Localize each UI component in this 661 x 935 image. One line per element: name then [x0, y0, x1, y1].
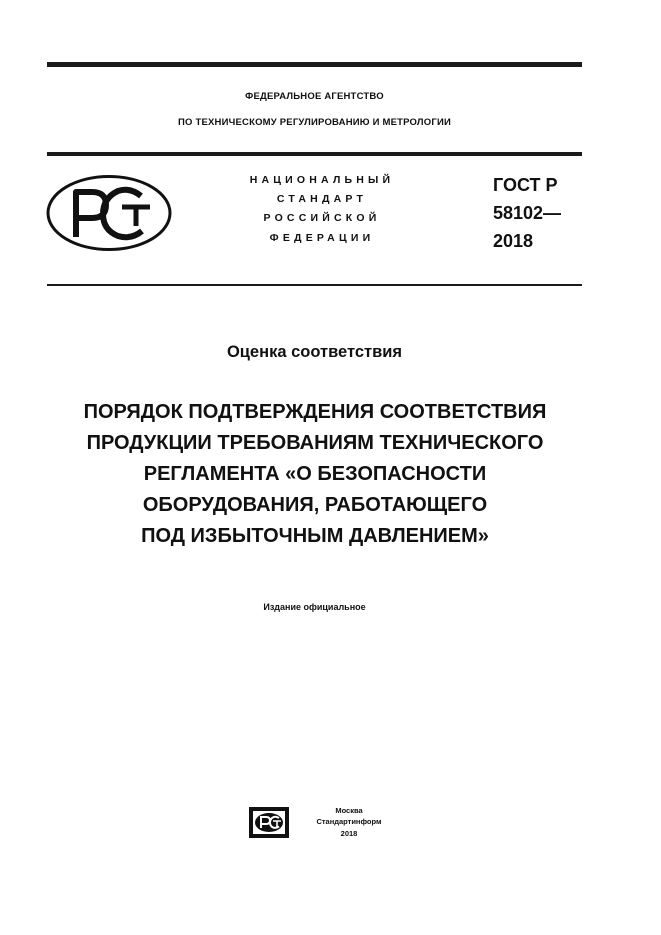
bottom-rule: [47, 284, 582, 286]
standartinform-logo-icon: [248, 806, 290, 839]
title-line-5: ПОД ИЗБЫТОЧНЫМ ДАВЛЕНИЕМ»: [141, 525, 489, 547]
document-series: Оценка соответствия: [226, 343, 403, 361]
edition-label: Издание официальное: [263, 602, 366, 612]
top-rule: [47, 62, 582, 67]
standard-type-line-3: РОССИЙСКОЙ: [263, 212, 381, 224]
publisher-city: Москва: [335, 806, 363, 815]
publisher-name: Стандартинформ: [316, 817, 382, 826]
rst-certification-mark-icon: [46, 174, 172, 252]
publisher-year: 2018: [340, 829, 358, 838]
title-line-1: ПОРЯДОК ПОДТВЕРЖДЕНИЯ СООТВЕТСТВИЯ: [83, 401, 547, 423]
title-line-2: ПРОДУКЦИИ ТРЕБОВАНИЯМ ТЕХНИЧЕСКОГО: [86, 432, 544, 454]
standard-type-line-1: НАЦИОНАЛЬНЫЙ: [249, 174, 395, 186]
standard-type-line-4: ФЕДЕРАЦИИ: [269, 232, 375, 244]
standard-code-line-1: ГОСТ Р: [493, 175, 558, 195]
standard-code: [493, 171, 603, 255]
standard-code-line-3: 2018: [493, 231, 534, 251]
agency-name-line-2: ПО ТЕХНИЧЕСКОМУ РЕГУЛИРОВАНИЮ И МЕТРОЛОГИИ: [178, 117, 451, 128]
title-line-3: РЕГЛАМЕНТА «О БЕЗОПАСНОСТИ: [143, 463, 487, 485]
middle-rule: [47, 152, 582, 156]
title-line-4: ОБОРУДОВАНИЯ, РАБОТАЮЩЕГО: [142, 494, 488, 516]
agency-name-line-1: ФЕДЕРАЛЬНОЕ АГЕНТСТВО: [245, 91, 384, 102]
standard-code-line-2: 58102—: [493, 203, 562, 223]
standard-type-line-2: СТАНДАРТ: [276, 193, 368, 205]
document-title: [40, 397, 590, 552]
